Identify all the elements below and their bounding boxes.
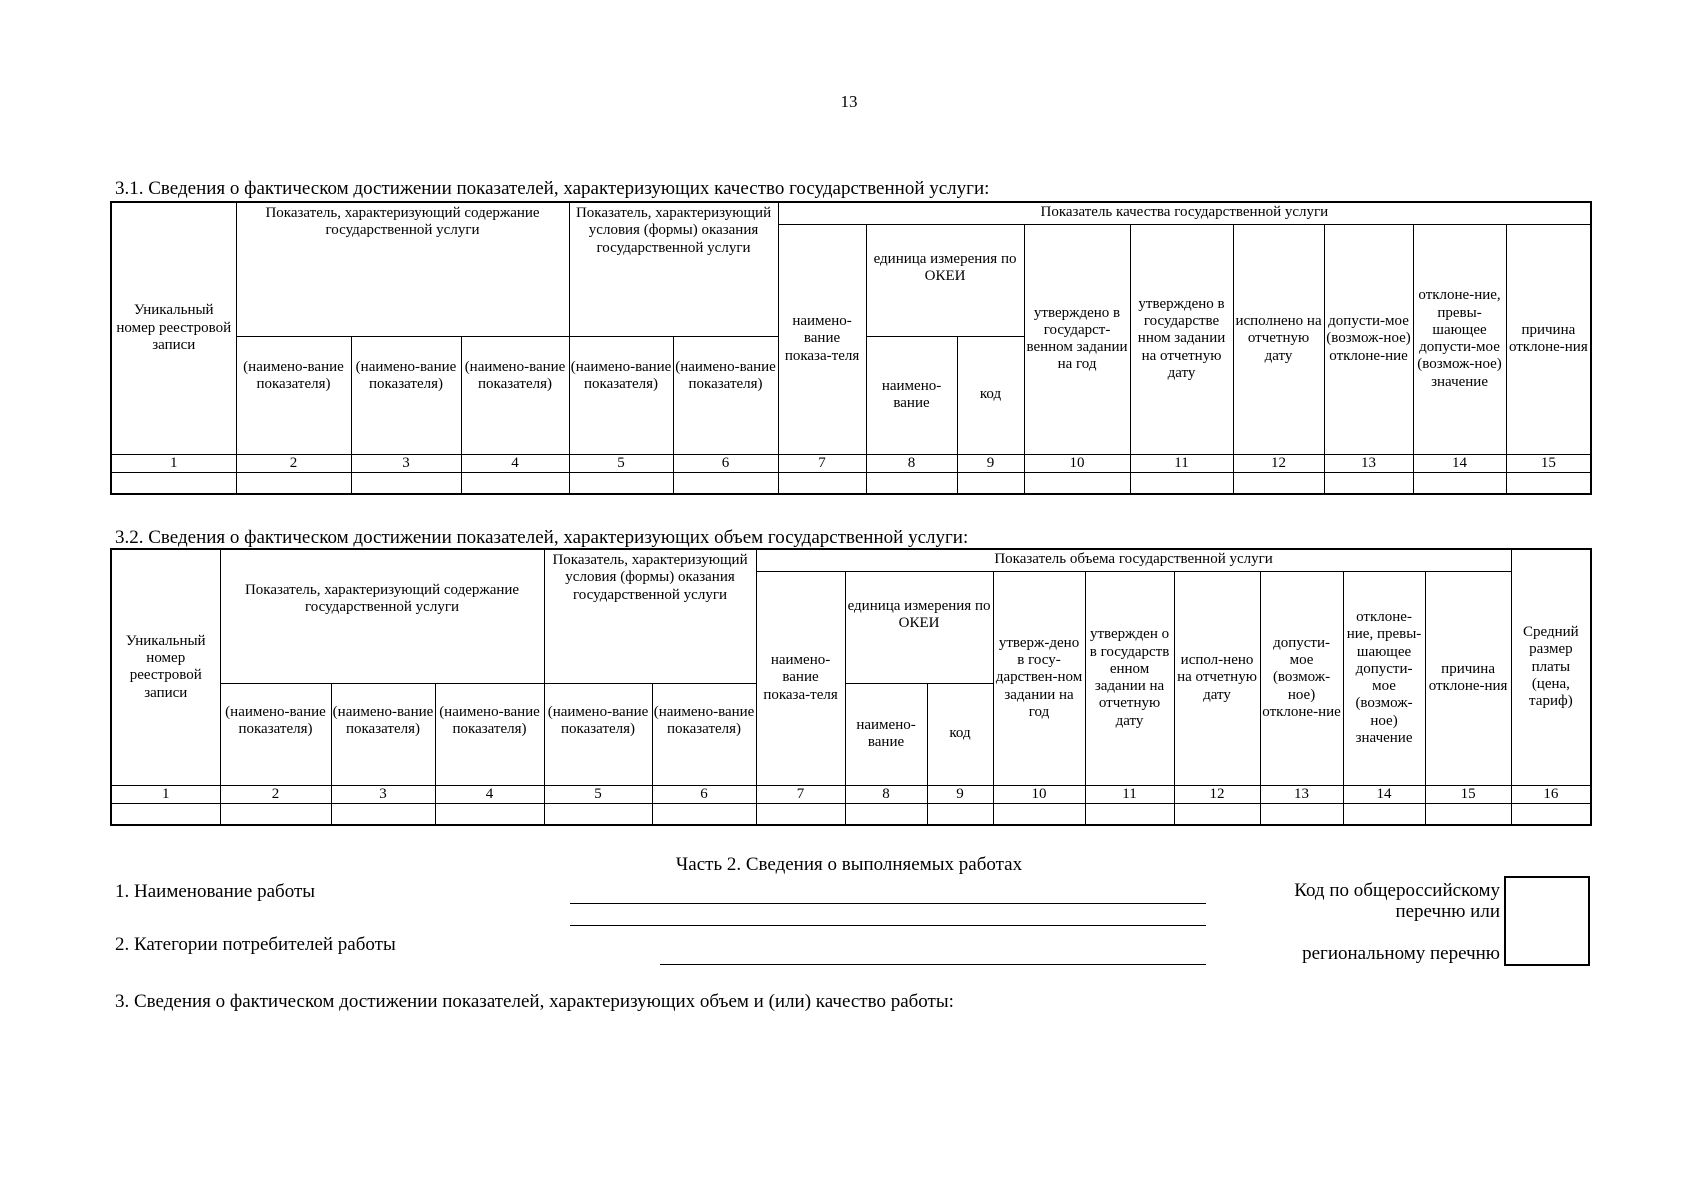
work-name-label: 1. Наименование работы: [115, 881, 316, 902]
header-unit-code: код: [927, 683, 993, 785]
column-number: 8: [845, 785, 927, 803]
empty-cell[interactable]: [1024, 472, 1130, 494]
column-number: 9: [957, 454, 1024, 472]
column-number: 15: [1506, 454, 1591, 472]
column-number: 13: [1260, 785, 1343, 803]
column-number: 7: [778, 454, 866, 472]
header-conditions-indicator: Показатель, характеризующий условия (формы) оказания государственной услуги: [569, 202, 778, 336]
empty-cell[interactable]: [756, 803, 845, 825]
header-executed-date: исполнено на отчетную дату: [1233, 224, 1324, 454]
header-approved-date: утвержден о в государств енном задании на отчетную дату: [1085, 571, 1174, 785]
empty-cell[interactable]: [1343, 803, 1425, 825]
column-number: 13: [1324, 454, 1413, 472]
empty-cell[interactable]: [1511, 803, 1591, 825]
header-conditions-sub-2: (наимено-вание показателя): [673, 336, 778, 454]
section-3-1-title: 3.1. Сведения о фактическом достижении показателей, характеризующих качество государственной услуги:: [115, 178, 990, 199]
column-number: 9: [927, 785, 993, 803]
column-numbers-row: [111, 785, 1591, 803]
header-conditions-sub-2: (наимено-вание показателя): [652, 683, 756, 785]
header-content-sub-3: (наимено-вание показателя): [435, 683, 544, 785]
header-indicator-name: наимено-вание показа-теля: [756, 571, 845, 785]
empty-cell[interactable]: [1085, 803, 1174, 825]
column-number: 6: [673, 454, 778, 472]
empty-cell[interactable]: [1130, 472, 1233, 494]
header-approved-year: утверж-дено в госу-дарствен-ном задании на год: [993, 571, 1085, 785]
column-number: 15: [1425, 785, 1511, 803]
column-number: 2: [236, 454, 351, 472]
empty-cell[interactable]: [111, 472, 236, 494]
column-number: 12: [1233, 454, 1324, 472]
empty-cell[interactable]: [778, 472, 866, 494]
header-quality-indicator: Показатель качества государственной услуги: [778, 202, 1591, 224]
empty-cell[interactable]: [652, 803, 756, 825]
header-unique-number: Уникальный номер реестровой записи: [111, 549, 220, 785]
header-unit-okei: единица измерения по ОКЕИ: [866, 224, 1024, 336]
header-approved-year: утверждено в государст-венном задании на год: [1024, 224, 1130, 454]
header-executed-date: испол-нено на отчетную дату: [1174, 571, 1260, 785]
column-number: 14: [1343, 785, 1425, 803]
empty-cell[interactable]: [1260, 803, 1343, 825]
column-number: 1: [111, 454, 236, 472]
column-number: 5: [569, 454, 673, 472]
empty-cell[interactable]: [351, 472, 461, 494]
empty-cell[interactable]: [569, 472, 673, 494]
column-number: 8: [866, 454, 957, 472]
registry-code-label-line-3: региональному перечню: [1302, 943, 1500, 964]
volume-indicators-table: [110, 548, 1592, 826]
empty-cell[interactable]: [866, 472, 957, 494]
header-allowed-deviation: допусти-мое (возмож-ное) отклоне-ние: [1260, 571, 1343, 785]
registry-code-label-line-1: Код по общероссийскому: [1294, 880, 1500, 901]
work-name-field-continuation[interactable]: [570, 925, 1206, 926]
header-content-sub-3: (наимено-вание показателя): [461, 336, 569, 454]
consumers-field[interactable]: [660, 964, 1206, 965]
empty-cell[interactable]: [1506, 472, 1591, 494]
column-number: 10: [1024, 454, 1130, 472]
column-number: 10: [993, 785, 1085, 803]
empty-cell[interactable]: [331, 803, 435, 825]
header-unit-name: наимено-вание: [845, 683, 927, 785]
column-number: 2: [220, 785, 331, 803]
empty-cell[interactable]: [544, 803, 652, 825]
header-unit-code: код: [957, 336, 1024, 454]
header-conditions-sub-1: (наимено-вание показателя): [569, 336, 673, 454]
header-content-indicator: Показатель, характеризующий содержание государственной услуги: [236, 202, 569, 336]
column-number: 4: [461, 454, 569, 472]
column-number: 1: [111, 785, 220, 803]
empty-cell[interactable]: [927, 803, 993, 825]
empty-cell[interactable]: [993, 803, 1085, 825]
registry-code-box[interactable]: [1504, 876, 1590, 966]
column-number: 14: [1413, 454, 1506, 472]
header-unique-number: Уникальный номер реестровой записи: [111, 202, 236, 454]
empty-cell[interactable]: [673, 472, 778, 494]
empty-cell[interactable]: [435, 803, 544, 825]
header-approved-date: утверждено в государстве нном задании на отчетную дату: [1130, 224, 1233, 454]
empty-cell[interactable]: [1233, 472, 1324, 494]
empty-cell[interactable]: [220, 803, 331, 825]
header-exceeding-deviation: отклоне-ние, превы-шающее допусти-мое (возмож-ное) значение: [1343, 571, 1425, 785]
part-2-title: Часть 2. Сведения о выполняемых работах: [675, 854, 1023, 875]
page-number: 13: [840, 92, 858, 111]
column-number: 4: [435, 785, 544, 803]
column-number: 16: [1511, 785, 1591, 803]
header-content-indicator: Показатель, характеризующий содержание государственной услуги: [220, 549, 544, 683]
empty-cell[interactable]: [845, 803, 927, 825]
column-number: 3: [351, 454, 461, 472]
empty-cell[interactable]: [111, 803, 220, 825]
empty-data-row: [111, 472, 1591, 494]
work-name-field[interactable]: [570, 903, 1206, 904]
header-allowed-deviation: допусти-мое (возмож-ное) отклоне-ние: [1324, 224, 1413, 454]
header-content-sub-2: (наимено-вание показателя): [351, 336, 461, 454]
header-content-sub-1: (наимено-вание показателя): [220, 683, 331, 785]
column-numbers-row: [111, 454, 1591, 472]
header-unit-name: наимено-вание: [866, 336, 957, 454]
consumers-label: 2. Категории потребителей работы: [115, 934, 396, 955]
column-number: 3: [331, 785, 435, 803]
section-3-title: 3. Сведения о фактическом достижении показателей, характеризующих объем и (или) качество работы:: [115, 991, 954, 1012]
header-content-sub-2: (наимено-вание показателя): [331, 683, 435, 785]
empty-cell[interactable]: [1425, 803, 1511, 825]
column-number: 11: [1130, 454, 1233, 472]
empty-cell[interactable]: [1324, 472, 1413, 494]
empty-cell[interactable]: [461, 472, 569, 494]
header-conditions-sub-1: (наимено-вание показателя): [544, 683, 652, 785]
column-number: 5: [544, 785, 652, 803]
quality-indicators-table: [110, 201, 1592, 495]
empty-cell[interactable]: [1413, 472, 1506, 494]
empty-cell[interactable]: [236, 472, 351, 494]
column-number: 7: [756, 785, 845, 803]
column-number: 6: [652, 785, 756, 803]
header-average-price: Средний размер платы (цена, тариф): [1511, 549, 1591, 785]
header-conditions-indicator: Показатель, характеризующий условия (формы) оказания государственной услуги: [544, 549, 756, 683]
empty-cell[interactable]: [957, 472, 1024, 494]
registry-code-label-line-2: перечню или: [1395, 901, 1500, 922]
header-content-sub-1: (наимено-вание показателя): [236, 336, 351, 454]
section-3-2-title: 3.2. Сведения о фактическом достижении показателей, характеризующих объем государственной услуги:: [115, 527, 969, 548]
column-number: 11: [1085, 785, 1174, 803]
header-exceeding-deviation: отклоне-ние, превы-шающее допусти-мое (возмож-ное) значение: [1413, 224, 1506, 454]
header-deviation-reason: причина отклоне-ния: [1506, 224, 1591, 454]
header-deviation-reason: причина отклоне-ния: [1425, 571, 1511, 785]
column-number: 12: [1174, 785, 1260, 803]
header-volume-indicator: Показатель объема государственной услуги: [756, 549, 1511, 571]
header-unit-okei: единица измерения по ОКЕИ: [845, 571, 993, 683]
header-indicator-name: наимено-вание показа-теля: [778, 224, 866, 454]
empty-cell[interactable]: [1174, 803, 1260, 825]
empty-data-row: [111, 803, 1591, 825]
